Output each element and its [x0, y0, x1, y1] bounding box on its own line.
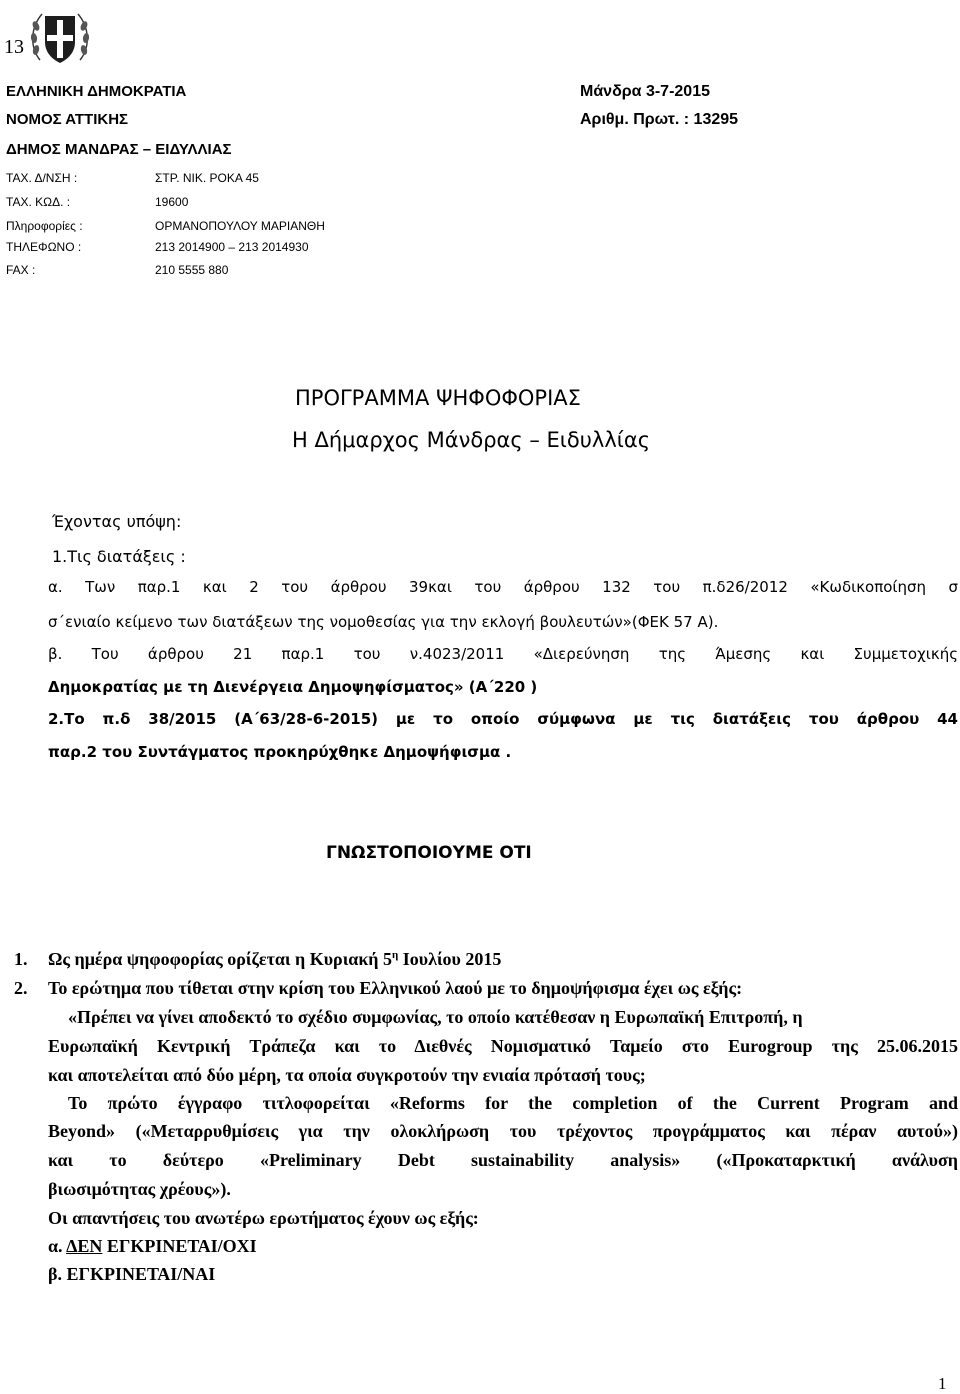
info-value-phone: 213 2014900 – 213 2014930 — [155, 240, 309, 254]
considering-sub1: 1.Τις διατάξεις : — [52, 547, 186, 566]
item-1-text-pre: Ως ημέρα ψηφοφορίας ορίζεται η Κυριακή 5 — [48, 949, 393, 969]
item-number-2: 2. — [14, 978, 28, 998]
item-1-text-post: Ιουλίου 2015 — [398, 949, 502, 969]
protocol-number: Αριθμ. Πρωτ. : 13295 — [580, 111, 739, 128]
item-1-text — [48, 949, 501, 970]
clause-2-line1: 2.Το π.δ 38/2015 (Α΄63/28-6-2015) με το οποίο σύμφωνα με τις διατάξεις του άρθρου 44 — [48, 710, 958, 728]
info-value-contact: ΟΡΜΑΝΟΠΟΥΛΟΥ ΜΑΡΙΑΝΘΗ — [155, 219, 325, 233]
info-label-contact: Πληροφορίες : — [6, 219, 83, 233]
page-number-bottom: 1 — [938, 1374, 947, 1393]
question-line-7: βιωσιμότητας χρέους»). — [48, 1179, 231, 1199]
place-date: Μάνδρα 3-7-2015 — [580, 83, 710, 100]
item-1-superscript: η — [392, 949, 399, 961]
question-line-5: Beyond» («Μεταρρυθμίσεις για την ολοκλήρωση του τρέχοντος προγράμματος και πέραν αυτού») — [48, 1121, 958, 1141]
item-2-text: Το ερώτημα που τίθεται στην κρίση του Ελληνικού λαού με το δημοψήφισμα έχει ως εξής: — [48, 978, 743, 998]
announcement-heading: ΓΝΩΣΤΟΠΟΙΟΥΜΕ ΟΤΙ — [326, 843, 532, 863]
question-line-2: Ευρωπαϊκή Κεντρική Τράπεζα και το Διεθνές Νομισματικό Ταμείο στο Eurogroup της 25.06.2015 — [48, 1036, 958, 1056]
greek-coat-of-arms-icon — [28, 6, 92, 70]
answer-option-a-text: α. ΔΕΝ ΕΓΚΡΙΝΕΤΑΙ/ΟΧΙ — [48, 1236, 257, 1256]
clause-2-line2: παρ.2 του Συντάγματος προκηρύχθηκε Δημοψήφισμα . — [48, 743, 512, 761]
clause-b-line1: β. Του άρθρου 21 παρ.1 του ν.4023/2011 «Διερεύνηση της Άμεσης και Συμμετοχικής — [48, 645, 958, 663]
info-label-postcode: ΤΑΧ. ΚΩΔ. : — [6, 195, 71, 209]
answer-option-b: β. ΕΓΚΡΙΝΕΤΑΙ/ΝΑΙ — [48, 1264, 216, 1284]
info-label-phone: ΤΗΛΕΦΩΝΟ : — [6, 240, 82, 254]
item-number-1: 1. — [14, 949, 28, 969]
header-municipality: ΔΗΜΟΣ ΜΑΝΔΡΑΣ – ΕΙΔΥΛΛΙΑΣ — [6, 141, 232, 158]
considering-heading: Έχοντας υπόψη: — [52, 512, 182, 531]
info-label-address: ΤΑΧ. Δ/ΝΣΗ : — [6, 171, 78, 185]
info-value-fax: 210 5555 880 — [155, 263, 229, 277]
header-prefecture: ΝΟΜΟΣ ΑΤΤΙΚΗΣ — [6, 111, 129, 128]
question-line-4: Το πρώτο έγγραφο τιτλοφορείται «Reforms for the completion of the Current Program and — [68, 1093, 958, 1113]
question-line-3: και αποτελείται από δύο μέρη, τα οποία συγκροτούν την ενιαία πρότασή τους; — [48, 1065, 646, 1085]
question-line-1: «Πρέπει να γίνει αποδεκτό το σχέδιο συμφωνίας, το οποίο κατέθεσαν η Ευρωπαϊκή Επιτροπή, η — [68, 1007, 803, 1027]
info-value-postcode: 19600 — [155, 195, 189, 209]
answers-intro: Οι απαντήσεις του ανωτέρω ερωτήματος έχουν ως εξής: — [48, 1208, 479, 1228]
info-value-address: ΣΤΡ. ΝΙΚ. ΡΟΚΑ 45 — [155, 171, 259, 185]
document-title: ΠΡΟΓΡΑΜΜΑ ΨΗΦΟΦΟΡΙΑΣ — [295, 386, 581, 410]
page-number-top: 13 — [4, 36, 24, 58]
clause-a-line1: α. Των παρ.1 και 2 του άρθρου 39και του άρθρου 132 του π.δ26/2012 «Κωδικοποίηση σ — [48, 578, 958, 596]
answer-option-a — [48, 1236, 257, 1257]
clause-a-line2: σ΄ενιαίο κείμενο των διατάξεων της νομοθεσίας για την εκλογή βουλευτών»(ΦΕΚ 57 Α). — [48, 613, 719, 631]
clause-b-line2: Δημοκρατίας με τη Διενέργεια Δημοψηφίσματος» (Α΄220 ) — [48, 678, 538, 696]
info-label-fax: FAX : — [6, 263, 36, 277]
header-country: ΕΛΛΗΝΙΚΗ ΔΗΜΟΚΡΑΤΙΑ — [6, 83, 187, 100]
question-line-6: και το δεύτερο «Preliminary Debt sustainability analysis» («Προκαταρκτική ανάλυση — [48, 1150, 958, 1170]
document-subtitle: Η Δήμαρχος Μάνδρας – Ειδυλλίας — [292, 428, 651, 452]
